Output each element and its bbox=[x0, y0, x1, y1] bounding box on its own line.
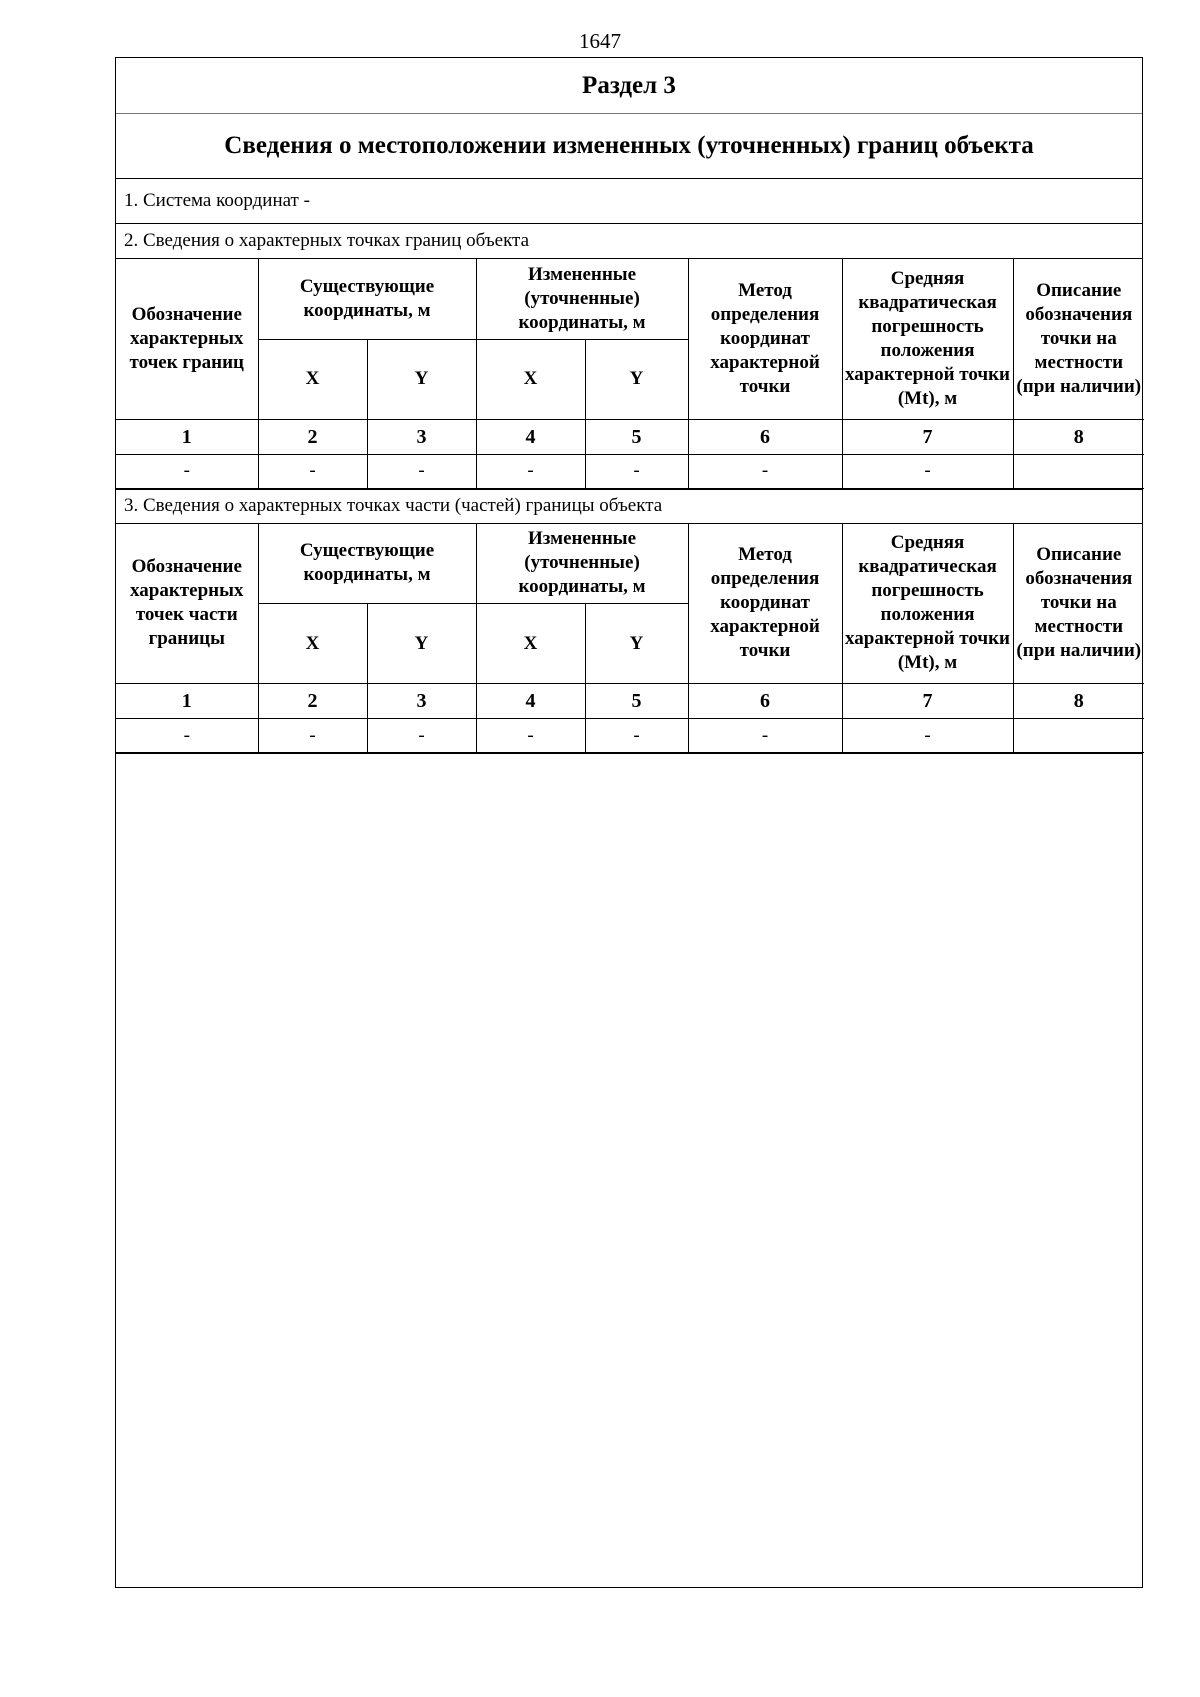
table-cell: - bbox=[258, 719, 367, 753]
table1-caption: 2. Сведения о характерных точках границ объекта bbox=[116, 224, 1142, 259]
header-x-existing: X bbox=[258, 339, 367, 419]
column-number: 6 bbox=[688, 684, 842, 719]
header-changed-coords: Измененные (уточненные) координаты, м bbox=[476, 259, 688, 339]
header-y-existing: Y bbox=[367, 604, 476, 684]
column-number: 5 bbox=[585, 684, 688, 719]
page-number: 1647 bbox=[579, 29, 621, 53]
column-number: 4 bbox=[476, 419, 585, 454]
coordinate-system-line: 1. Система координат - bbox=[116, 179, 1142, 224]
table-cell bbox=[1013, 719, 1144, 753]
table-cell: - bbox=[585, 719, 688, 753]
column-number: 1 bbox=[116, 419, 258, 454]
header-y-changed: Y bbox=[585, 339, 688, 419]
table-cell bbox=[1013, 454, 1144, 488]
header-mean-error: Средняя квадратическая погрешность положения характерной точки (Mt), м bbox=[842, 259, 1013, 419]
header-y-existing: Y bbox=[367, 339, 476, 419]
column-number: 2 bbox=[258, 419, 367, 454]
column-number: 6 bbox=[688, 419, 842, 454]
header-x-changed: X bbox=[476, 604, 585, 684]
column-number: 7 bbox=[842, 684, 1013, 719]
column-number: 3 bbox=[367, 419, 476, 454]
header-description: Описание обозначения точки на местности (при наличии) bbox=[1013, 524, 1144, 684]
header-existing-coords: Существующие координаты, м bbox=[258, 259, 476, 339]
header-method: Метод определения координат характерной точки bbox=[688, 524, 842, 684]
table-cell: - bbox=[367, 454, 476, 488]
table2-caption: 3. Сведения о характерных точках части (частей) границы объекта bbox=[116, 489, 1142, 524]
table-cell: - bbox=[367, 719, 476, 753]
column-number: 3 bbox=[367, 684, 476, 719]
table-cell: - bbox=[476, 719, 585, 753]
header-method: Метод определения координат характерной точки bbox=[688, 259, 842, 419]
column-number: 5 bbox=[585, 419, 688, 454]
header-changed-coords: Измененные (уточненные) координаты, м bbox=[476, 524, 688, 604]
table-cell: - bbox=[585, 454, 688, 488]
column-number: 4 bbox=[476, 684, 585, 719]
table-cell: - bbox=[842, 454, 1013, 488]
table-cell: - bbox=[842, 719, 1013, 753]
header-y-changed: Y bbox=[585, 604, 688, 684]
table-cell: - bbox=[476, 454, 585, 488]
column-number: 2 bbox=[258, 684, 367, 719]
header-description: Описание обозначения точки на местности (при наличии) bbox=[1013, 259, 1144, 419]
table-row bbox=[116, 719, 1144, 753]
column-number: 8 bbox=[1013, 419, 1144, 454]
header-x-changed: X bbox=[476, 339, 585, 419]
boundary-part-points-table bbox=[116, 524, 1144, 754]
table-cell: - bbox=[258, 454, 367, 488]
table-cell: - bbox=[688, 719, 842, 753]
header-designation: Обозначение характерных точек части границы bbox=[116, 524, 258, 684]
column-number: 1 bbox=[116, 684, 258, 719]
document-frame bbox=[115, 57, 1143, 1588]
boundary-points-table bbox=[116, 259, 1144, 489]
table-bottom-rule bbox=[116, 753, 1142, 754]
column-number-row bbox=[116, 419, 1144, 454]
table-cell: - bbox=[688, 454, 842, 488]
column-number-row bbox=[116, 684, 1144, 719]
column-number: 7 bbox=[842, 419, 1013, 454]
section-title: Раздел 3 bbox=[116, 58, 1142, 114]
header-existing-coords: Существующие координаты, м bbox=[258, 524, 476, 604]
header-mean-error: Средняя квадратическая погрешность положения характерной точки (Mt), м bbox=[842, 524, 1013, 684]
column-number: 8 bbox=[1013, 684, 1144, 719]
header-x-existing: X bbox=[258, 604, 367, 684]
section-subtitle: Сведения о местоположении измененных (уточненных) границ объекта bbox=[116, 114, 1142, 179]
table-row bbox=[116, 454, 1144, 488]
header-designation: Обозначение характерных точек границ bbox=[116, 259, 258, 419]
table-cell: - bbox=[116, 719, 258, 753]
table-cell: - bbox=[116, 454, 258, 488]
